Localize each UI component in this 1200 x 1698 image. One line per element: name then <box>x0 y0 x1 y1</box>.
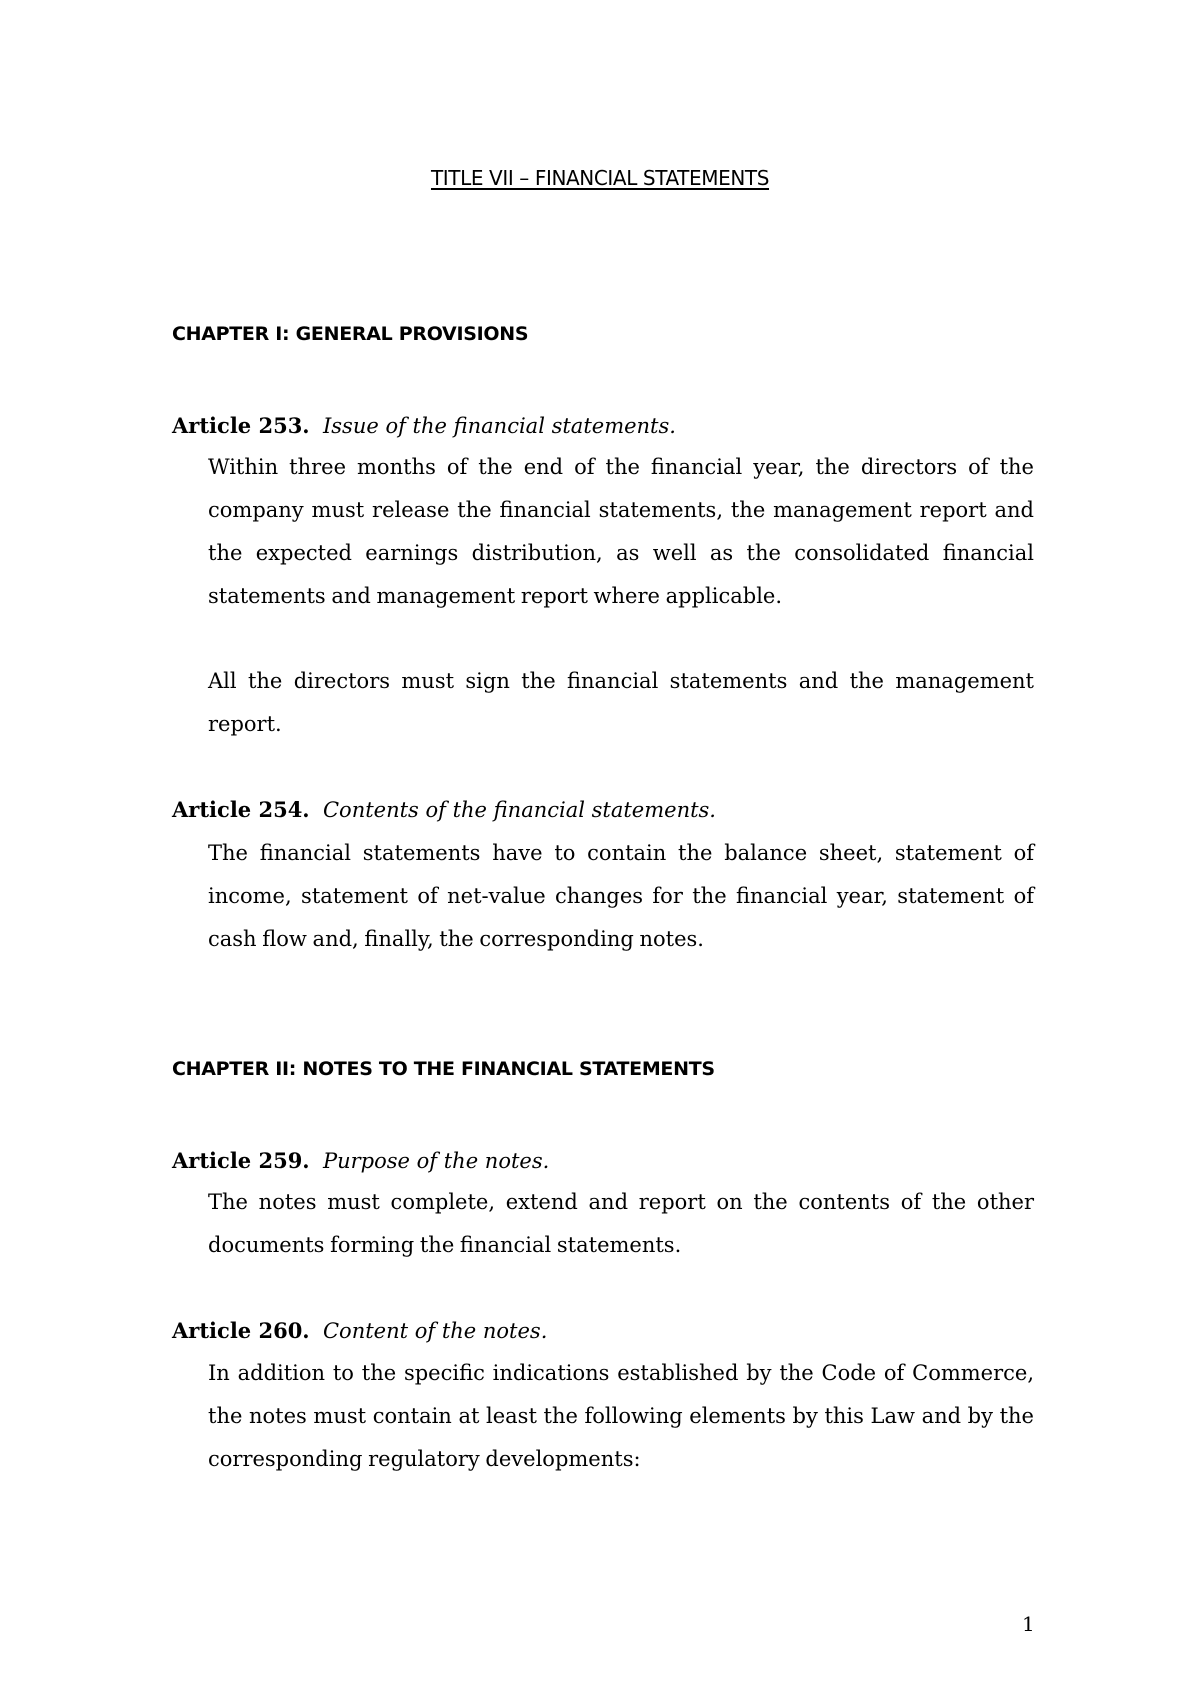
article-paragraph: The financial statements have to contain the balance sheet, statement of income, statement of net-value changes for the financial year, statement of cash flow and, finally, the corresponding notes. <box>208 841 1034 951</box>
article-title: Issue of the financial statements. <box>322 414 676 438</box>
article-title: Purpose of the notes. <box>322 1149 550 1173</box>
article-heading <box>172 1148 549 1173</box>
article-paragraph: All the directors must sign the financial statements and the management report. <box>208 669 1034 736</box>
article-paragraph: In addition to the specific indications established by the Code of Commerce, the notes must contain at least the following elements by this Law and by the corresponding regulatory developments: <box>208 1361 1034 1471</box>
article-number: Article 254. <box>172 797 310 822</box>
article-title: Content of the notes. <box>322 1319 548 1343</box>
chapter-heading: CHAPTER I: GENERAL PROVISIONS <box>172 323 529 345</box>
article-heading <box>172 1318 547 1343</box>
article-number: Article 260. <box>172 1318 310 1343</box>
page-number: 1 <box>1022 1612 1035 1636</box>
article-title: Contents of the financial statements. <box>322 798 716 822</box>
article-paragraph: Within three months of the end of the financial year, the directors of the company must release the financial statements, the management report and the expected earnings distribution, as well as the consolidated financial statements and management report where applicable. <box>208 455 1034 608</box>
article-paragraph: The notes must complete, extend and report on the contents of the other documents forming the financial statements. <box>208 1190 1034 1257</box>
article-heading <box>172 413 676 438</box>
article-heading <box>172 797 716 822</box>
document-title: TITLE VII – FINANCIAL STATEMENTS <box>430 166 770 190</box>
article-number: Article 259. <box>172 1148 310 1173</box>
chapter-heading: CHAPTER II: NOTES TO THE FINANCIAL STATEMENTS <box>172 1058 715 1080</box>
article-number: Article 253. <box>172 413 310 438</box>
